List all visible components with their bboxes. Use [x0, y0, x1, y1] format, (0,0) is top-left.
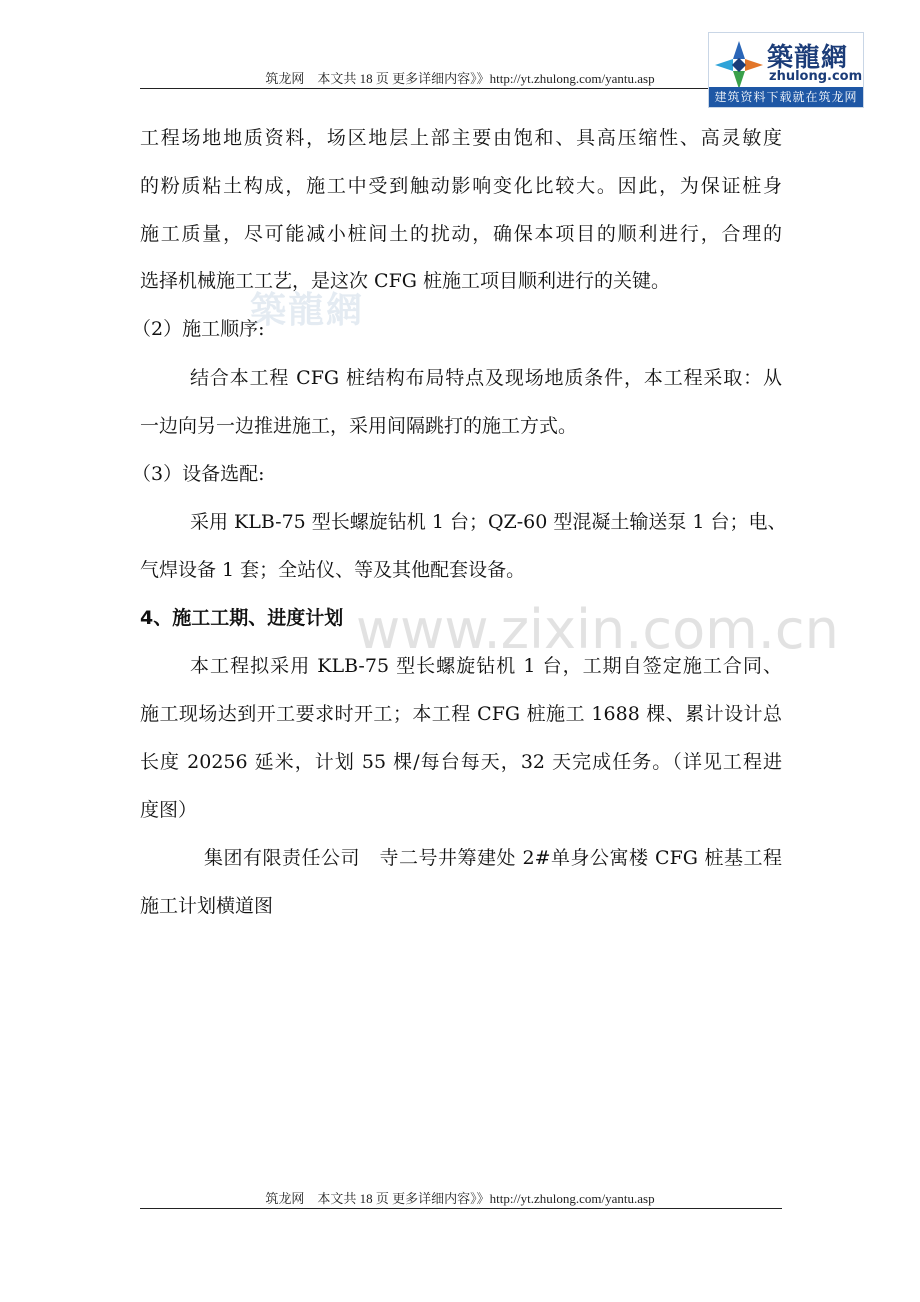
page-header-text: 筑龙网 本文共 18 页 更多详细内容》》http://yt.zhulong.com/yantu.asp: [265, 71, 655, 86]
paragraph-line: 一边向另一边推进施工，采用间隔跳打的施工方式。: [140, 415, 578, 437]
footer-rule: [140, 1208, 782, 1209]
watermark-logo-text: 築龍網: [250, 289, 365, 331]
logo-name-en: zhulong.com: [769, 69, 863, 84]
section-heading-bold: 4、施工工期、进度计划: [140, 607, 344, 629]
paragraph-line: 长度 20256 延米，计划 55 棵/每台每天，32 天完成任务。（详见工程进: [140, 751, 782, 773]
pinwheel-icon: [713, 39, 765, 91]
logo-slogan: 建筑资料下载就在筑龙网: [709, 87, 863, 107]
paragraph-line: 施工计划横道图: [140, 895, 274, 917]
logo-name-cn: 築龍網: [767, 43, 849, 73]
paragraph-line: 选择机械施工工艺，是这次 CFG 桩施工项目顺利进行的关键。: [140, 270, 670, 292]
paragraph-line: 结合本工程 CFG 桩结构布局特点及现场地质条件，本工程采取：从: [190, 367, 782, 389]
paragraph-line: 的粉质粘土构成，施工中受到触动影响变化比较大。因此，为保证桩身: [140, 175, 782, 197]
section-heading: （3）设备选配:: [132, 463, 265, 485]
paragraph-line: 度图）: [140, 799, 198, 821]
paragraph-line: 工程场地地质资料，场区地层上部主要由饱和、具高压缩性、高灵敏度: [140, 127, 782, 149]
section-heading: （2）施工顺序:: [132, 318, 265, 340]
paragraph-line: 集团有限责任公司 寺二号井筹建处 2#单身公寓楼 CFG 桩基工程: [204, 847, 782, 869]
watermark-url: www.zixin.com.cn: [356, 598, 839, 661]
page-footer-text: 筑龙网 本文共 18 页 更多详细内容》》http://yt.zhulong.com/yantu.asp: [265, 1191, 655, 1206]
header-rule: [140, 88, 782, 89]
paragraph-line: 采用 KLB-75 型长螺旋钻机 1 台；QZ-60 型混凝土输送泵 1 台；电、: [190, 511, 787, 533]
paragraph-line: 气焊设备 1 套；全站仪、等及其他配套设备。: [140, 559, 526, 581]
paragraph-line: 施工现场达到开工要求时开工；本工程 CFG 桩施工 1688 棵、累计设计总: [140, 703, 782, 725]
zhulong-logo: [708, 32, 864, 108]
paragraph-line: 本工程拟采用 KLB-75 型长螺旋钻机 1 台，工期自签定施工合同、: [190, 655, 782, 677]
paragraph-line: 施工质量，尽可能减小桩间土的扰动，确保本项目的顺利进行，合理的: [140, 223, 782, 245]
